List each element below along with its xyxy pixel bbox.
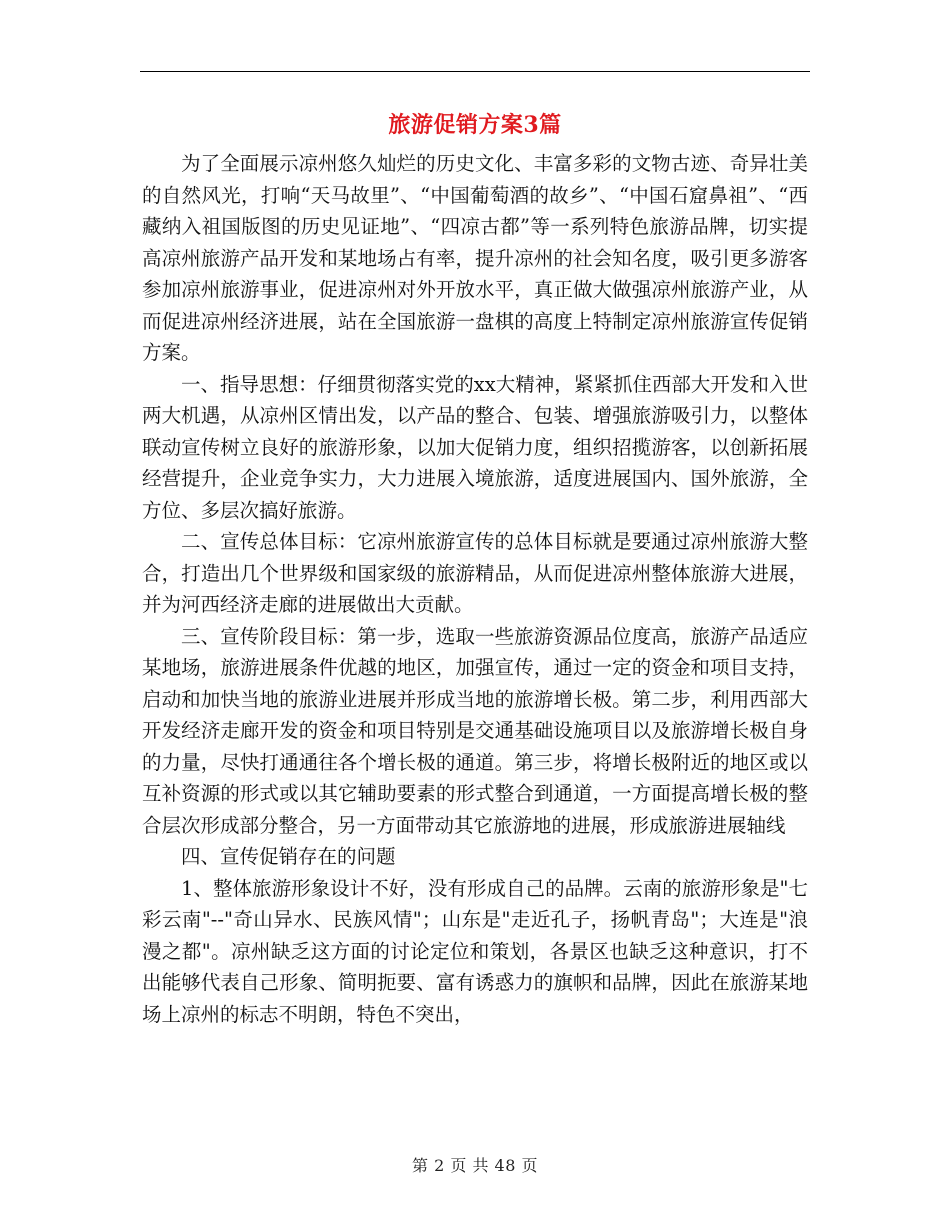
- document-title: 旅游促销方案3篇: [388, 112, 562, 138]
- paragraph-problems-heading: 四、宣传促销存在的问题: [181, 845, 396, 868]
- paragraph-intro: 为了全面展示凉州悠久灿烂的历史文化、丰富多彩的文物古迹、奇异壮美的自然风光，打响“天马故里”、“中国葡萄酒的故乡”、“中国石窟鼻祖”、“西藏纳入祖国版图的历史见证地”、“四凉古都”等一系列特色旅游品牌，切实提高凉州旅游产品开发和某地场占有率，提升凉州的社会知名度，吸引更多游客参加凉州旅游事业，促进凉州对外开放水平，真正做大做强凉州旅游产业，从而促进凉州经济进展，站在全国旅游一盘棋的高度上特制定凉州旅游宣传促销方案。: [142, 152, 808, 364]
- page-number-label: 第 2 页 共 48 页: [412, 1156, 538, 1175]
- paragraph-stage-goals: 三、宣传阶段目标：第一步，选取一些旅游资源品位度高，旅游产品适应某地场，旅游进展条件优越的地区，加强宣传，通过一定的资金和项目支持，启动和加快当地的旅游业进展并形成当地的旅游增长极。第二步，利用西部大开发经济走廊开发的资金和项目特别是交通基础设施项目以及旅游增长极自身的力量，尽快打通通往各个增长极的通道。第三步，将增长极附近的地区或以互补资源的形式或以其它辅助要素的形式整合到通道，一方面提高增长极的整合层次形成部分整合，另一方面带动其它旅游地的进展，形成旅游进展轴线: [142, 624, 808, 837]
- header-rule: [140, 71, 810, 72]
- paragraph-guiding-ideology: 一、指导思想：仔细贯彻落实党的xx大精神，紧紧抓住西部大开发和入世两大机遇，从凉州区情出发，以产品的整合、包装、增强旅游吸引力，以整体联动宣传树立良好的旅游形象，以加大促销力度，组织招揽游客，以创新拓展经营提升，企业竞争实力，大力进展入境旅游，适度进展国内、国外旅游，全方位、多层次搞好旅游。: [142, 372, 808, 522]
- paragraph-problem-1: 1、整体旅游形象设计不好，没有形成自己的品牌。云南的旅游形象是"七彩云南"--"奇山异水、民族风情"；山东是"走近孔子，扬帆青岛"；大连是"浪漫之都"。凉州缺乏这方面的讨论定位和策划，各景区也缺乏这种意识，打不出能够代表自己形象、简明扼要、富有诱惑力的旗帜和品牌，因此在旅游某地场上凉州的标志不明朗，特色不突出，: [142, 876, 808, 1026]
- paragraph-overall-goal: 二、宣传总体目标：它凉州旅游宣传的总体目标就是要通过凉州旅游大整合，打造出几个世界级和国家级的旅游精品，从而促进凉州整体旅游大进展，并为河西经济走廊的进展做出大贡献。: [142, 530, 808, 616]
- page-footer: [140, 1153, 810, 1176]
- document-body: [142, 148, 808, 1030]
